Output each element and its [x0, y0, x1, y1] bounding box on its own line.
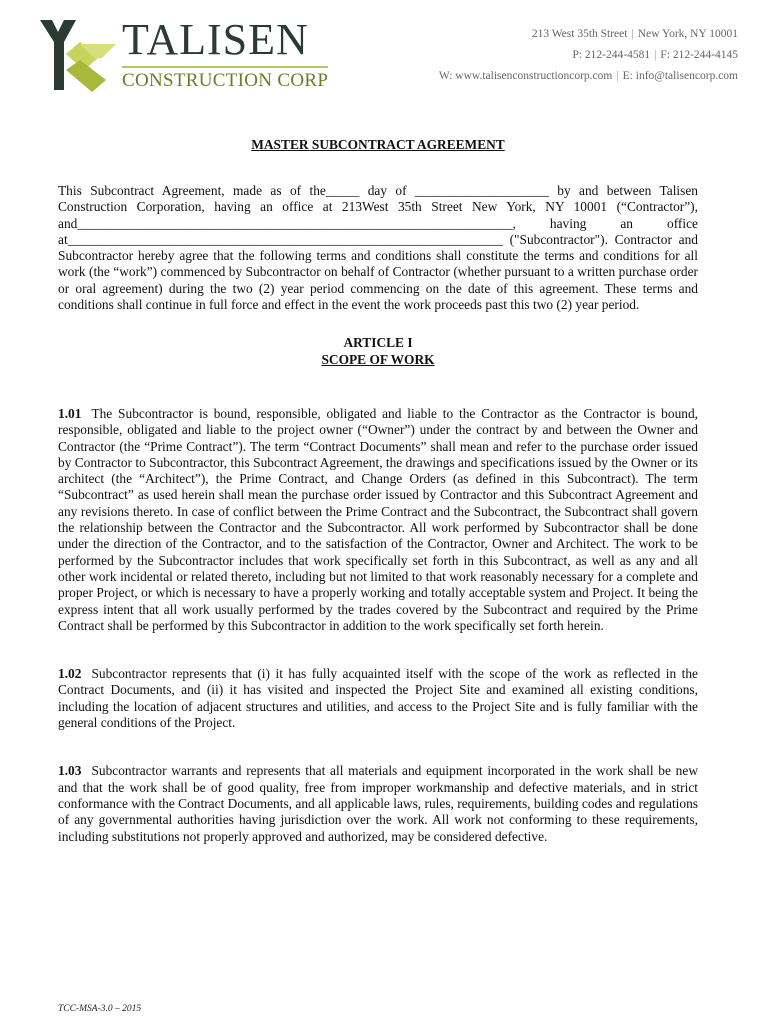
- document-body: [58, 137, 698, 877]
- section-text: Subcontractor warrants and represents that all materials and equipment incorporated in the work shall be new and that the work shall be of good quality, free from improper workmanship and defective materials, and in strict conformance with the Contract Documents, and all applicable laws, rules, requirements, building codes and regulations of any governmental authorities having jurisdiction over the work. All work not conforming to these requirements, including substitutions not properly approved and authorized, may be considered defective.: [58, 763, 698, 844]
- section-1-01: [58, 406, 698, 634]
- section-1-03: [58, 763, 698, 844]
- document-footer: TCC-MSA-3.0 – 2015: [58, 1004, 142, 1014]
- fax: F: 212-244-4145: [660, 49, 738, 61]
- section-number: 1.01: [58, 405, 82, 421]
- article-title: SCOPE OF WORK: [321, 351, 435, 367]
- document-title: MASTER SUBCONTRACT AGREEMENT: [251, 137, 505, 152]
- section-text: The Subcontractor is bound, responsible, obligated and liable to the Contractor as the Contractor is bound, responsible, obligated and liable to the project owner (“Owner”) under the contract by and between the Owner and Contractor (the “Prime Contract”). The term “Contract Documents” shall mean and refer to the purchase order issued by Contractor to Subcontractor, this Subcontract Agreement, the drawings and specifications issued by the Owner or its architect (the “Architect”), the Prime Contract, and Change Orders (as defined in this Subcontract). The term “Subcontract” as used herein shall mean the purchase order issued by Contractor and this Subcontract Agreement and any revisions thereto. In case of conflict between the Prime Contract and the Subcontract, the Subcontract shall govern the relationship between the Contractor and the Subcontractor. All work performed by Subcontractor shall be done under the direction of the Contractor, and to the satisfaction of the Contractor, Owner and Architect. The work to be performed by the Subcontractor includes that work specifically set forth in this Subcontract, as well as any and all other work incidental or related thereto, including but not limited to that work reasonably necessary for a complete and proper Project, or which is necessary to have a properly working and totally acceptable system and Project. It being the express intent that all work usually performed by the trades covered by the Subcontract and required by the Prime Contract shall be performed by this Subcontractor in addition to the work specifically set forth herein.: [58, 405, 698, 633]
- company-logo: [36, 14, 336, 92]
- section-number: 1.02: [58, 666, 82, 682]
- section-text: Subcontractor represents that (i) it has fully acquainted itself with the scope of the work as reflected in the Contract Documents, and (ii) it has visited and inspected the Project Site and examined all existing conditions, including the location of adjacent structures and utilities, and access to the Project Site and is fully familiar with the general conditions of the Project.: [58, 666, 698, 731]
- phone: P: 212-244-4581: [572, 49, 651, 61]
- logo-mark-icon: [36, 14, 126, 94]
- logo-name: TALISEN: [122, 15, 309, 64]
- contact-info: 213 West 35th Street | New York, NY 10001 P: 212-244-4581 | F: 212-244-4145 W: www.talisenconstructioncorp.com | E: info@talisencorp.com: [438, 28, 738, 82]
- city: New York, NY 10001: [637, 28, 738, 40]
- email-link[interactable]: E: info@talisencorp.com: [622, 70, 738, 82]
- logo-subtitle: CONSTRUCTION CORP: [122, 66, 328, 92]
- section-1-02: [58, 666, 698, 731]
- intro-paragraph: This Subcontract Agreement, made as of the_____ day of ____________________ by and between Talisen Construction Corporation, having an office at 213West 35th Street New York, NY 10001 (“Contractor”), and_________________________________________________________________, having an office at_________________________________________________________________ ("Subcontractor"). Contractor and Subcontractor hereby agree that the following terms and conditions shall constitute the terms and conditions for all work (the “work”) commenced by Subcontractor on behalf of Contractor (whether pursuant to a written purchase order or oral agreement) during the two (2) year period commencing on the date of this agreement. These terms and conditions shall continue in full force and effect in the event the work proceeds past this two (2) year period.: [58, 183, 698, 313]
- address: 213 West 35th Street: [531, 28, 628, 40]
- section-number: 1.03: [58, 763, 82, 779]
- article-number: ARTICLE I: [343, 335, 413, 351]
- website-link[interactable]: W: www.talisenconstructioncorp.com: [438, 70, 613, 82]
- article-heading: [58, 335, 698, 368]
